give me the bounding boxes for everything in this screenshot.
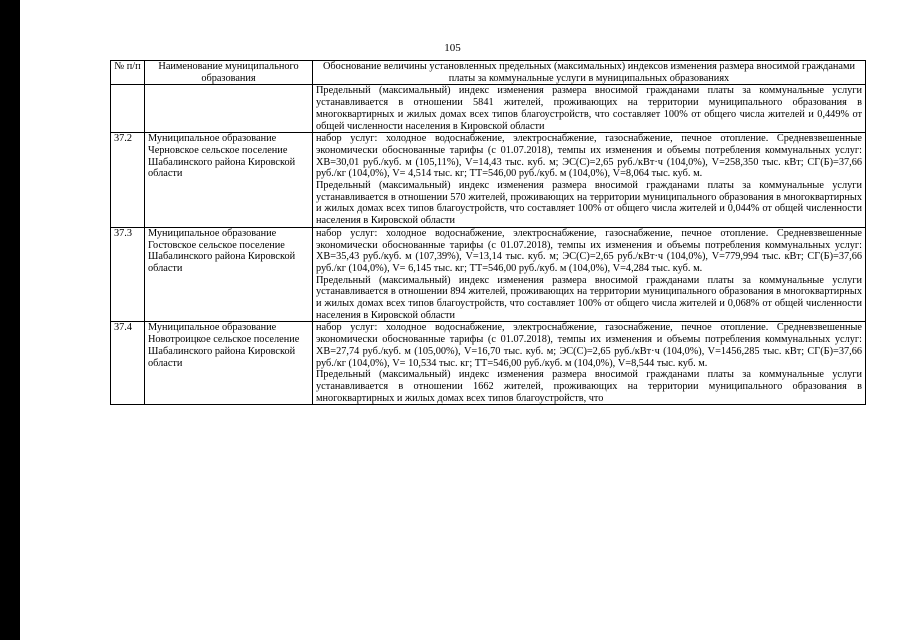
table-row <box>111 85 866 133</box>
justification-paragraph: набор услуг: холодное водоснабжение, электроснабжение, газоснабжение, печное отопление. Средневзвешенные экономически обоснованные тарифы (с 01.07.2018), темпы их изменения и объемы потребления коммунальных услуг: ХВ=27,74 руб./куб. м (105,00%), V=16,70 тыс. куб. м; ЭС(С)=2,65 руб./кВт·ч (104,0%), V=1456,285 тыс. кВт; СГ(Б)=37,66 руб./кг (104,0%), V= 10,534 тыс. кг; ТТ=546,00 руб./куб. м (104,0%), V=8,544 тыс. куб. м. <box>316 322 862 369</box>
row-number <box>111 85 145 133</box>
header-name: Наименование муниципального образования <box>145 61 313 85</box>
header-desc: Обоснование величины установленных предельных (максимальных) индексов изменения размера вносимой гражданами платы за коммунальные услуги в муниципальных образованиях <box>313 61 866 85</box>
municipality-name: Муниципальное образование Новотроицкое сельское поселение Шабалинского района Кировской области <box>145 322 313 405</box>
municipality-name: Муниципальное образование Гостовское сельское поселение Шабалинского района Кировской области <box>145 227 313 322</box>
justification-cell <box>313 322 866 405</box>
justification-paragraph: набор услуг: холодное водоснабжение, электроснабжение, газоснабжение, печное отопление. Средневзвешенные экономически обоснованные тарифы (с 01.07.2018), темпы их изменения и объемы потребления коммунальных услуг: ХВ=30,01 руб./куб. м (105,11%), V=14,43 тыс. куб. м; ЭС(С)=2,65 руб./кВт·ч (104,0%), V=258,350 тыс. кВт; СГ(Б)=37,66 руб./кг (104,0%), V= 4,514 тыс. кг; ТТ=546,00 руб./куб. м (104,0%), V=8,064 тыс. куб. м. <box>316 133 862 180</box>
scan-edge-bar <box>0 0 20 640</box>
table-row <box>111 322 866 405</box>
municipality-name <box>145 85 313 133</box>
justification-paragraph: набор услуг: холодное водоснабжение, электроснабжение, газоснабжение, печное отопление. Средневзвешенные экономически обоснованные тарифы (с 01.07.2018), темпы их изменения и объемы потребления коммунальных услуг: ХВ=35,43 руб./куб. м (107,39%), V=13,14 тыс. куб. м; ЭС(С)=2,65 руб./кВт·ч (104,0%), V=779,994 тыс. кВт; СГ(Б)=37,66 руб./кг (104,0%), V= 6,145 тыс. кг; ТТ=546,00 руб./куб. м (104,0%), V=4,284 тыс. куб. м. <box>316 227 862 274</box>
justification-cell <box>313 133 866 228</box>
justification-paragraph: Предельный (максимальный) индекс изменения размера вносимой гражданами платы за коммунальные услуги устанавливается в отношении 570 жителей, проживающих на территории муниципального образования в многоквартирных и жилых домах всех типов благоустройств, что составляет 100% от общего числа жителей и 0,044% от общей численности населения в Кировской области <box>316 180 862 227</box>
row-number: 37.2 <box>111 133 145 228</box>
page-number: 105 <box>444 42 461 54</box>
table-header-row <box>111 61 866 85</box>
table-row <box>111 227 866 322</box>
municipality-name: Муниципальное образование Черновское сельское поселение Шабалинского района Кировской области <box>145 133 313 228</box>
justification-paragraph: Предельный (максимальный) индекс изменения размера вносимой гражданами платы за коммунальные услуги устанавливается в отношении 1662 жителей, проживающих на территории муниципального образования в многоквартирных и жилых домах всех типов благоустройств, что <box>316 369 862 404</box>
row-number: 37.4 <box>111 322 145 405</box>
table-body <box>111 85 866 405</box>
row-number: 37.3 <box>111 227 145 322</box>
justification-cell <box>313 85 866 133</box>
justification-paragraph: Предельный (максимальный) индекс изменения размера вносимой гражданами платы за коммунальные услуги устанавливается в отношении 894 жителей, проживающих на территории муниципального образования в многоквартирных и жилых домах всех типов благоустройств, что составляет 100% от общего числа жителей и 0,068% от общей численности населения в Кировской области <box>316 274 862 321</box>
justification-paragraph: Предельный (максимальный) индекс изменения размера вносимой гражданами платы за коммунальные услуги устанавливается в отношении 5841 жителей, проживающих на территории муниципального образования в многоквартирных и жилых домах всех типов благоустройств, что составляет 100% от общего числа жителей и 0,449% от общей численности населения в Кировской области <box>316 85 862 132</box>
header-num: № п/п <box>111 61 145 85</box>
justification-cell <box>313 227 866 322</box>
tariff-table <box>110 60 866 405</box>
table-row <box>111 133 866 228</box>
